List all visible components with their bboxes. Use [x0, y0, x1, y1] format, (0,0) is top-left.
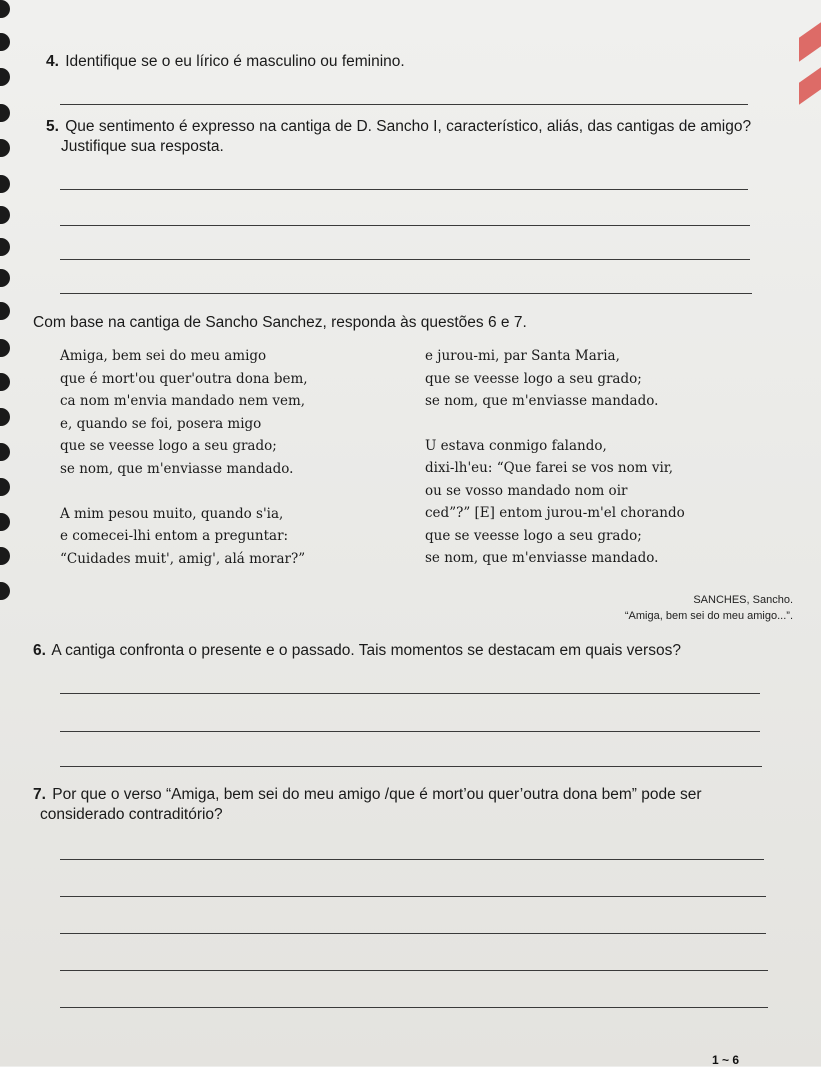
answer-line[interactable] — [60, 259, 750, 260]
binder-hole — [0, 0, 10, 18]
poem-verse: U estava conmigo falando, — [425, 437, 607, 454]
question-7 — [33, 785, 702, 825]
page-number: 1 ~ 6 — [712, 1053, 740, 1067]
binder-hole — [0, 139, 10, 157]
poem-verse: que se veesse logo a seu grado; — [425, 370, 642, 387]
question-text: Identifique se o eu lírico é masculino ou feminino. — [65, 53, 405, 70]
binder-hole — [0, 339, 10, 357]
question-6 — [33, 641, 681, 661]
binder-hole — [0, 478, 10, 496]
red-mark — [799, 22, 821, 61]
poem-verse: se nom, que m'enviasse mandado. — [60, 460, 294, 477]
poem-left-column — [60, 345, 308, 570]
poem-verse: A mim pesou muito, quando s'ia, — [60, 505, 284, 522]
answer-line[interactable] — [60, 859, 764, 860]
binder-hole — [0, 175, 10, 193]
poem-verse: dixi-lh'eu: “Que farei se vos nom vir, — [425, 460, 674, 476]
binder-hole — [0, 104, 10, 122]
question-number: 4. — [46, 53, 59, 70]
answer-line[interactable] — [60, 766, 762, 767]
question-text: Que sentimento é expresso na cantiga de D. Sancho I, característico, aliás, das cantigas de amigo? — [65, 118, 752, 135]
question-number: 6. — [33, 642, 46, 659]
binder-hole — [0, 443, 10, 461]
poem-verse: e, quando se foi, posera migo — [60, 415, 262, 432]
question-number: 7. — [33, 786, 46, 803]
answer-line[interactable] — [60, 104, 748, 105]
question-number: 5. — [46, 118, 59, 135]
red-mark — [799, 67, 821, 104]
binder-hole — [0, 373, 10, 391]
credit-work: “Amiga, bem sei do meu amigo...”. — [624, 610, 793, 622]
poem-stanza — [60, 503, 308, 571]
answer-line[interactable] — [60, 731, 760, 732]
binder-hole — [0, 547, 10, 565]
question-text-continuation: considerado contraditório? — [40, 806, 223, 823]
poem-verse: que é mort'ou quer'outra dona bem, — [60, 370, 308, 387]
binder-hole — [0, 68, 10, 86]
poem-verse: que se veesse logo a seu grado; — [425, 527, 642, 544]
poem-stanza — [425, 435, 685, 570]
binder-hole — [0, 33, 10, 51]
question-text: Por que o verso “Amiga, bem sei do meu amigo /que é mort’ou quer’outra dona bem” pode ser — [52, 786, 702, 803]
answer-line[interactable] — [60, 896, 766, 897]
poem-verse: se nom, que m'enviasse mandado. — [425, 550, 659, 566]
credit-author: SANCHES, Sancho. — [693, 594, 793, 606]
question-text-continuation: Justifique sua resposta. — [61, 138, 224, 155]
binder-hole — [0, 238, 10, 256]
poem-stanza — [60, 345, 308, 480]
instructions: Com base na cantiga de Sancho Sanchez, responda às questões 6 e 7. — [33, 314, 527, 331]
poem-verse: ca nom m'envia mandado nem vem, — [60, 393, 306, 409]
answer-line[interactable] — [60, 970, 768, 971]
poem-stanza — [425, 345, 685, 413]
binder-hole — [0, 206, 10, 224]
binder-hole — [0, 269, 10, 287]
question-5 — [46, 117, 751, 157]
answer-line[interactable] — [60, 693, 760, 694]
answer-line[interactable] — [60, 293, 752, 294]
answer-line[interactable] — [60, 1007, 768, 1008]
poem-verse: ou se vosso mandado nom oir — [425, 482, 628, 499]
poem-verse: e comecei-lhi entom a preguntar: — [60, 528, 289, 544]
binder-hole — [0, 302, 10, 320]
question-text: A cantiga confronta o presente e o passado. Tais momentos se destacam em quais versos? — [51, 642, 681, 659]
question-4 — [46, 52, 405, 72]
poem-verse: que se veesse logo a seu grado; — [60, 438, 277, 454]
answer-line[interactable] — [60, 189, 748, 190]
binder-hole — [0, 513, 10, 531]
poem-credit — [625, 592, 793, 624]
answer-line[interactable] — [60, 225, 750, 226]
poem-verse: ced”?” [E] entom jurou-m'el chorando — [425, 505, 685, 521]
poem-verse: se nom, que m'enviasse mandado. — [425, 393, 659, 409]
binder-hole — [0, 408, 10, 426]
binder-hole — [0, 582, 10, 600]
poem-verse: “Cuidades muit', amig', alá morar?” — [60, 550, 306, 567]
poem-verse: e jurou-mi, par Santa Maria, — [425, 348, 620, 364]
answer-line[interactable] — [60, 933, 766, 934]
poem-verse: Amiga, bem sei do meu amigo — [60, 348, 267, 364]
poem-right-column — [425, 345, 685, 570]
